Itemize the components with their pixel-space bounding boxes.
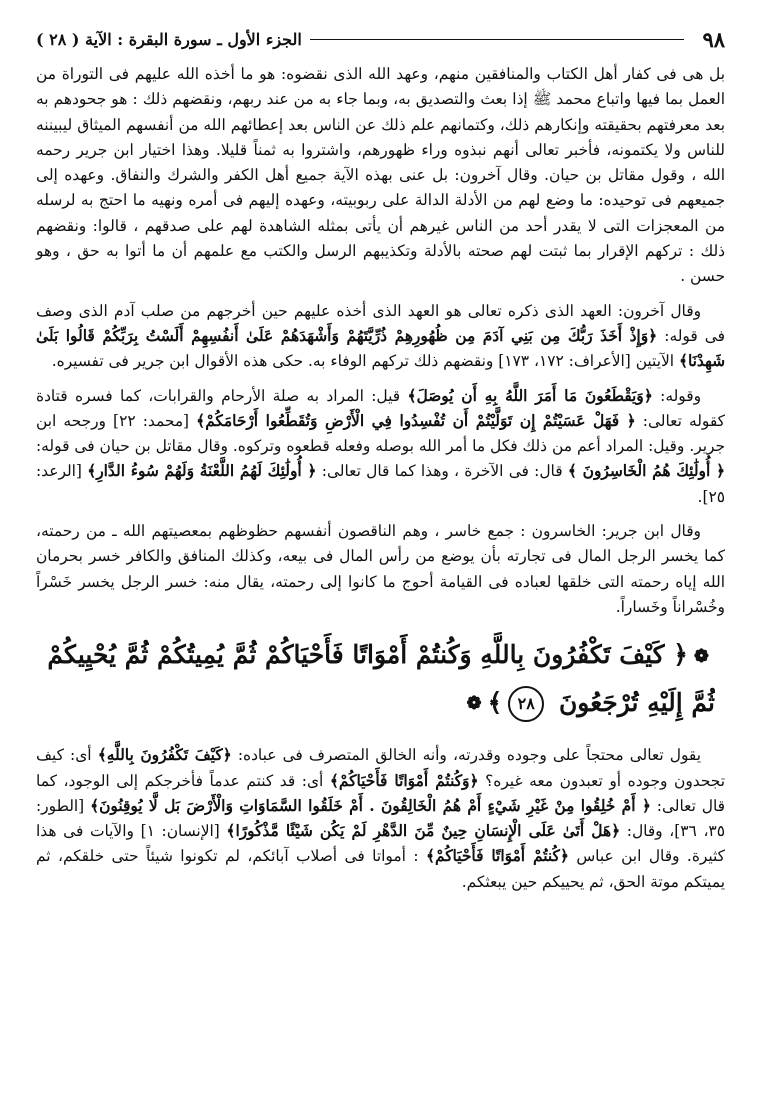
paragraph-text: وقال ابن جرير: الخاسرون : جمع خاسر ، وهم الناقصون أنفسهم حظوظهم بمعصيتهم الله ـ من رحمته، كما يخسر الرجل المال فى تجارته بأن يوضع من رأس المال فى بيعه، وكذلك المنافق والكافر خسر بحرمان الله إياه رحمته التى خلقها لعباده فى القيامة أحوج ما كانوا إلى رحمته، يقال منه: خسر الرجل يخسر خَسْراً وخُسْراناً وخَساراً. [36, 522, 725, 616]
page-header [36, 24, 725, 54]
quran-quote: ﴿ أُولَٰئِكَ لَهُمُ اللَّعْنَةُ وَلَهُمْ سُوءُ الدَّارِ﴾ [87, 462, 317, 481]
quran-quote: ﴿ أَمْ خُلِقُوا مِنْ غَيْرِ شَيْءٍ أَمْ هُمُ الْخَالِقُونَ . أَمْ خَلَقُوا السَّمَاوَاتِ وَالْأَرْضَ بَل لَّا يُوقِنُونَ﴾ [90, 796, 651, 815]
paragraph-text: [الإنسان: ١] والآيات فى هذا كثيرة. وقال ابن عباس [36, 822, 725, 866]
header-divider [310, 39, 685, 40]
verse-ornament-icon: ❁ [466, 693, 482, 715]
verse-block [40, 630, 721, 729]
page-body [36, 62, 725, 895]
paragraph-text: بل هى فى كفار أهل الكتاب والمنافقين منهم، وعهد الله الذى نقضوه: هو ما أخذه الله عليهم فى التوراة من العمل بما فيها واتباع محمد ﷺ إذا بعث والتصديق به، وبما جاء به من عند ربهم، ونقضهم ذلك : هو جحودهم به بعد معرفتهم بحقيقته وإنكارهم ذلك، وكتمانهم علم ذلك عن الناس بعد إعطائهم الله من أنفسهم الميثاق ليبيننه للناس ولا يكتمونه، فأخبر تعالى أنهم نبذوه وراء ظهورهم، واشتروا به ثمناً قليلا. وهذا اختيار ابن جرير رحمه الله ، وقول مقاتل بن حيان. وقال آخرون: بل عنى بهذه الآية جميع أهل الكفر والشرك والنفاق. وعهده إلى جميعهم فى توحيده: ما وضع لهم من الأدلة الدالة على ربوبيته، وعهده إليهم فى أمره ونهيه ما احتج به لرسله من المعجزات التى لا يقدر أحد من الناس غيرهم أن يأتى بمثله الشاهدة لهم على صدقهم ، قالوا: ونقضهم ذلك : تركهم الإقرار بما ثبتت لهم صحته بالأدلة وتكذيبهم الرسل والكتب مع علمهم أن ما أتوا به حق ، وهو حسن . [36, 65, 725, 286]
paragraph-text: : أمواتا فى أصلاب آبائكم، لم تكونوا شيئاً حتى خلقكم، ثم يميتكم موتة الحق، ثم يحييكم حين يبعثكم. [36, 847, 725, 891]
verse-number-badge: ٢٨ [508, 686, 544, 722]
verse-ornament-icon: ❁ [693, 645, 709, 667]
quran-quote: ﴿هَلْ أَتَىٰ عَلَى الْإِنسَانِ حِينٌ مِّنَ الدَّهْرِ لَمْ يَكُن شَيْئًا مَّذْكُورًا﴾ [226, 822, 621, 841]
verse-text: ﴿ كَيْفَ تَكْفُرُونَ بِاللَّهِ وَكُنتُمْ أَمْوَاتًا فَأَحْيَاكُمْ ثُمَّ يُمِيتُكُمْ ثُمَّ يُحْيِيكُمْ [47, 640, 688, 670]
running-title: الجزء الأول ـ سورة البقرة : الآية ( ٢٨ ) [36, 29, 302, 49]
book-page [36, 24, 725, 1101]
paragraph-text: [الطور: ٣٥، ٣٦]، وقال: [36, 796, 725, 841]
verse-text: ثُمَّ إِلَيْهِ تُرْجَعُونَ [558, 687, 715, 717]
paragraph-4 [36, 519, 725, 620]
quran-quote: ﴿وَإِذْ أَخَذَ رَبُّكَ مِن بَنِي آدَمَ مِن ظُهُورِهِمْ ذُرِّيَّتَهُمْ وَأَشْهَدَهُمْ عَلَىٰ أَنفُسِهِمْ أَلَسْتُ بِرَبِّكُمْ قَالُوا بَلَىٰ شَهِدْنَا﴾ [36, 326, 725, 371]
page-number: ٩٨ [702, 26, 725, 52]
paragraph-text: الآيتين [الأعراف: ١٧٢، ١٧٣] ونقضهم ذلك تركهم الوفاء به. حكى هذه الأقوال ابن جرير فى تفسيره. [51, 352, 679, 371]
paragraph-text: وقوله: [652, 386, 701, 405]
paragraph-5 [36, 743, 725, 895]
paragraph-text: قال: فى الآخرة ، وهذا كما قال تعالى: [316, 462, 568, 481]
paragraph-text: [الرعد: ٢٥]. [36, 462, 725, 506]
quran-quote: ﴿وَيَقْطَعُونَ مَا أَمَرَ اللَّهُ بِهِ أَن يُوصَلَ﴾ [407, 386, 653, 405]
quran-quote: ﴿كُنتُمْ أَمْوَاتًا فَأَحْيَاكُمْ﴾ [425, 847, 569, 866]
quran-quote: ﴿كَيْفَ تَكْفُرُونَ بِاللَّهِ﴾ [97, 746, 232, 765]
quran-quote: ﴿ فَهَلْ عَسَيْتُمْ إِن تَوَلَّيْتُمْ أَن تُفْسِدُوا فِي الْأَرْضِ وَتُقَطِّعُوا أَرْحَامَكُمْ﴾ [196, 411, 636, 430]
verse-close: ﴾ [487, 687, 503, 717]
paragraph-text: يقول تعالى محتجاً على وجوده وقدرته، وأنه الخالق المتصرف فى عباده: [231, 746, 701, 765]
paragraph-1 [36, 62, 725, 290]
paragraph-text: وقال آخرون: العهد الذى ذكره تعالى هو العهد الذى أخذه عليهم حين أخرجهم من صلب آدم الذى وصف فى قوله: [36, 301, 725, 345]
verse-line-2 [46, 680, 715, 728]
quran-quote: ﴿وَكُنتُمْ أَمْوَاتًا فَأَحْيَاكُمْ﴾ [329, 771, 479, 790]
verse-line-1 [46, 632, 715, 680]
paragraph-text: أى: كيف تجحدون وجوده أو تعبدون معه غيره؟ [36, 746, 725, 790]
paragraph-2 [36, 299, 725, 375]
paragraph-3 [36, 384, 725, 510]
paragraph-text: [محمد: ٢٢] ورجحه ابن جرير. وقيل: المراد أعم من ذلك فكل ما أمر الله بوصله وفعله قطعوه وتركوه. وقال مقاتل بن حيان فى قوله: [36, 411, 725, 456]
paragraph-text: قيل: المراد به صلة الأرحام والقرابات، كما فسره قتادة كقوله تعالى: [36, 386, 725, 430]
quran-quote: ﴿ أُولَٰئِكَ هُمُ الْخَاسِرُونَ ﴾ [567, 462, 725, 481]
paragraph-text: أى: قد كنتم عدماً فأخرجكم إلى الوجود، كما قال تعالى: [36, 771, 725, 815]
